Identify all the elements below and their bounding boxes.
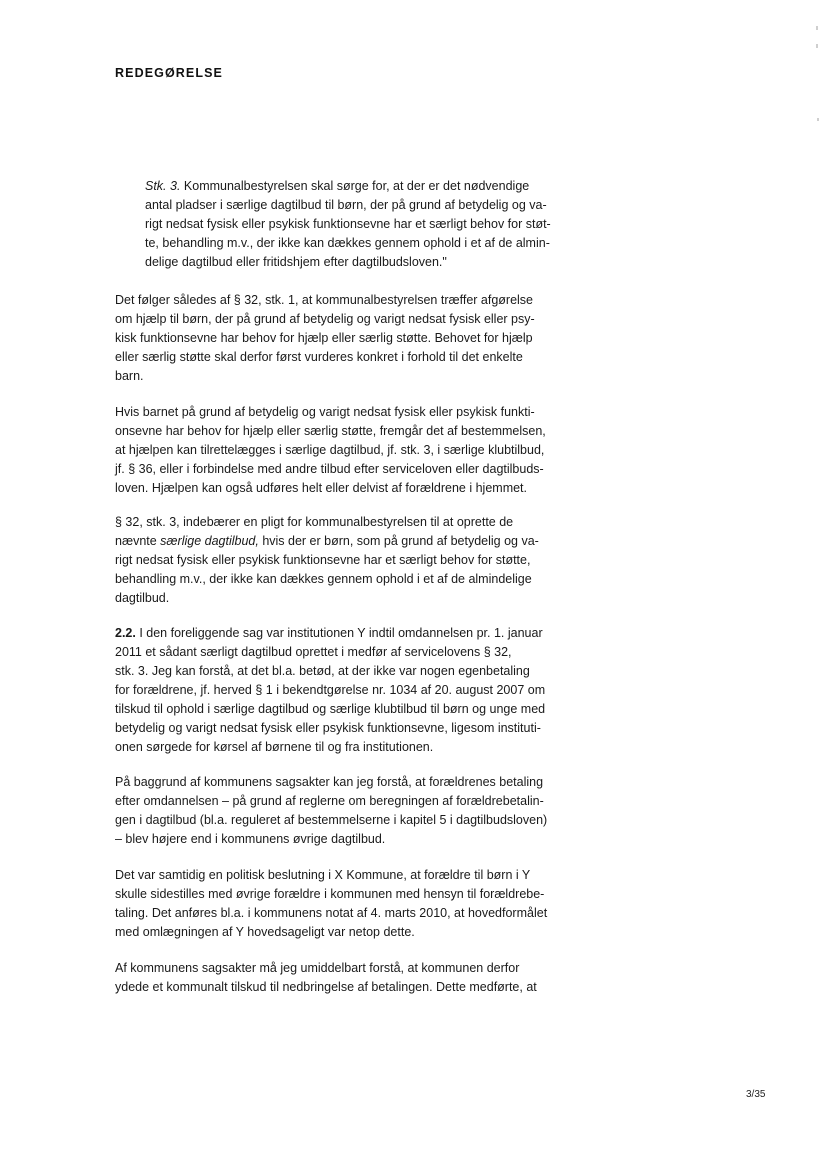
- text-line: gen i dagtilbud (bl.a. reguleret af bestemmelserne i kapitel 5 i dagtilbudsloven): [115, 813, 548, 827]
- text-line: Hvis barnet på grund af betydelig og varigt nedsat fysisk eller psykisk funkti-: [115, 405, 535, 419]
- text-fragment: hvis der er børn, som på grund af betydelig og va-: [258, 534, 539, 548]
- text-line: ydede et kommunalt tilskud til nedbringelse af betalingen. Dette medførte, at: [115, 980, 537, 994]
- scan-artifact: [817, 118, 819, 121]
- text-line: med omlægningen af Y hovedsageligt var netop dette.: [115, 925, 415, 939]
- text-line: rigt nedsat fysisk eller psykisk funktionsevne har et særligt behov for støt-: [145, 217, 551, 231]
- text-line: rigt nedsat fysisk eller psykisk funktionsevne har et særligt behov for støtte,: [115, 553, 531, 567]
- paragraph-2: [115, 403, 585, 498]
- text-line: tilskud til ophold i særlige dagtilbud og særlige klubtilbud til børn og unge med: [115, 702, 546, 716]
- text-line: 2011 et sådant særligt dagtilbud oprettet i medfør af servicelovens § 32,: [115, 645, 512, 659]
- section-number: 2.2.: [115, 626, 136, 640]
- page-number: 3/35: [746, 1089, 766, 1100]
- stk-reference: Stk. 3.: [145, 179, 181, 193]
- text-line: Det var samtidig en politisk beslutning i X Kommune, at forældre til børn i Y: [115, 868, 531, 882]
- scan-artifact: [816, 26, 818, 30]
- text-line: Det følger således af § 32, stk. 1, at kommunalbestyrelsen træffer afgørelse: [115, 293, 534, 307]
- text-line: § 32, stk. 3, indebærer en pligt for kommunalbestyrelsen til at oprette de: [115, 515, 514, 529]
- text-line: dagtilbud.: [115, 591, 170, 605]
- text-fragment: nævnte: [115, 534, 161, 548]
- text-line: onen sørgede for kørsel af børnene til og fra institutionen.: [115, 740, 434, 754]
- text-line: [145, 177, 585, 196]
- text-line: delige dagtilbud eller fritidshjem efter dagtilbudsloven.": [145, 255, 447, 269]
- text-line: antal pladser i særlige dagtilbud til børn, der på grund af betydelig og va-: [145, 198, 547, 212]
- paragraph-3: [115, 513, 585, 608]
- text-line: betydelig og varigt nedsat fysisk eller psykisk funktionsevne, ligesom instituti-: [115, 721, 541, 735]
- emphasis: særlige dagtilbud,: [160, 534, 259, 548]
- text-line: kisk funktionsevne har behov for hjælp eller særlig støtte. Behovet for hjælp: [115, 331, 533, 345]
- text-line: eller særlig støtte skal derfor først vurderes konkret i forhold til det enkelte: [115, 350, 523, 364]
- text-fragment: Kommunalbestyrelsen skal sørge for, at der er det nødvendige: [180, 179, 530, 193]
- text-line: loven. Hjælpen kan også udføres helt eller delvist af forældrene i hjemmet.: [115, 481, 528, 495]
- document-heading: REDEGØRELSE: [115, 66, 223, 80]
- paragraph-4: [115, 624, 585, 757]
- text-line: behandling m.v., der ikke kan dækkes gennem ophold i et af de almindelige: [115, 572, 532, 586]
- text-line: for forældrene, jf. herved § 1 i bekendtgørelse nr. 1034 af 20. august 2007 om: [115, 683, 546, 697]
- text-line: – blev højere end i kommunens øvrige dagtilbud.: [115, 832, 386, 846]
- text-line: at hjælpen kan tilrettelægges i særlige dagtilbud, jf. stk. 3, i særlige klubtilbud,: [115, 443, 545, 457]
- text-line: te, behandling m.v., der ikke kan dækkes gennem ophold i et af de almin-: [145, 236, 550, 250]
- text-line: efter omdannelsen – på grund af reglerne om beregningen af forældrebetalin-: [115, 794, 544, 808]
- text-line: [115, 532, 585, 551]
- text-line: På baggrund af kommunens sagsakter kan jeg forstå, at forældrenes betaling: [115, 775, 544, 789]
- text-line: skulle sidestilles med øvrige forældre i kommunen med hensyn til forældrebe-: [115, 887, 545, 901]
- paragraph-6: [115, 866, 585, 942]
- quoted-provision: [145, 177, 585, 272]
- text-line: [115, 624, 585, 643]
- text-fragment: I den foreliggende sag var institutionen Y indtil omdannelsen pr. 1. januar: [135, 626, 543, 640]
- scan-artifact: [816, 44, 818, 48]
- text-line: onsevne har behov for hjælp eller særlig støtte, fremgår det af bestemmelsen,: [115, 424, 546, 438]
- paragraph-1: [115, 291, 585, 386]
- paragraph-5: [115, 773, 585, 849]
- paragraph-7: [115, 959, 585, 997]
- text-line: barn.: [115, 369, 144, 383]
- text-line: stk. 3. Jeg kan forstå, at det bl.a. betød, at der ikke var nogen egenbetaling: [115, 664, 530, 678]
- text-line: taling. Det anføres bl.a. i kommunens notat af 4. marts 2010, at hovedformålet: [115, 906, 548, 920]
- text-line: Af kommunens sagsakter må jeg umiddelbart forstå, at kommunen derfor: [115, 961, 520, 975]
- text-line: jf. § 36, eller i forbindelse med andre tilbud efter serviceloven eller dagtilbuds-: [115, 462, 544, 476]
- text-line: om hjælp til børn, der på grund af betydelig og varigt nedsat fysisk eller psy-: [115, 312, 535, 326]
